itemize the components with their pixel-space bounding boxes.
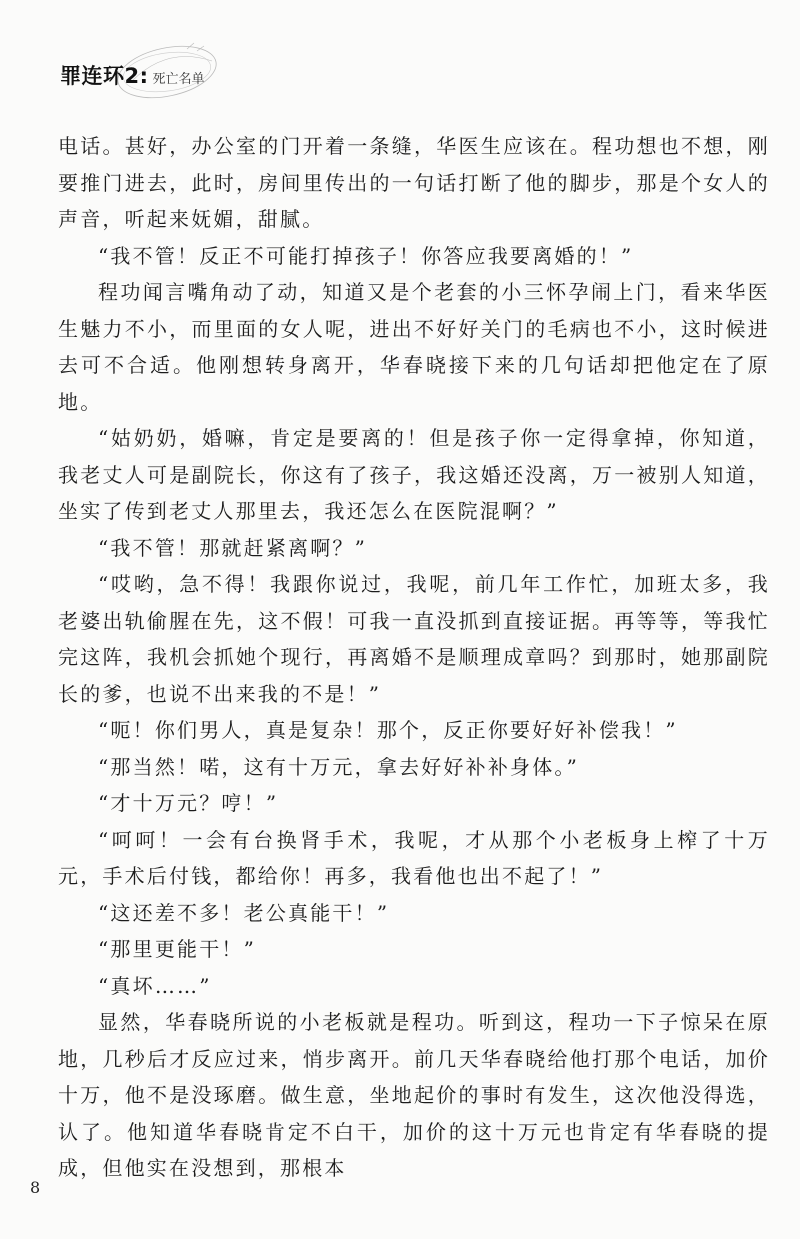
- paragraph: “呃！你们男人，真是复杂！那个，反正你要好好补偿我！”: [98, 718, 678, 742]
- paragraph: 显然，华春晓所说的小老板就是程功。听到这，程功一下子惊呆在原地，几秒后才反应过来，悄步离开。前几天华春晓给他打那个电话，加价十万，他不是没琢磨。做生意，坐地起价的事时有发生，这次他没得选，认了。他知道华春晓肯定不白干，加价的这十万元也肯定有华春晓的提成，但他实在没想到，那根本: [58, 1010, 770, 1180]
- page-number: 8: [30, 1178, 41, 1197]
- paragraph: “我不管！反正不可能打掉孩子！你答应我要离婚的！”: [98, 243, 634, 268]
- paragraph: “这还差不多！老公真能干！”: [98, 900, 390, 925]
- running-header: [60, 55, 205, 95]
- paragraph: “哎哟，急不得！我跟你说过，我呢，前几年工作忙，加班太多，我老婆出轨偷腥在先，这不假！可我一直没抓到直接证据。再等等，等我忙完这阵，我机会抓她个现行，再离婚不是顺理成章吗？到那时，她那副院长的爹，也说不出来我的不是！”: [58, 572, 770, 706]
- paragraph: 电话。甚好，办公室的门开着一条缝，华医生应该在。程功想也不想，刚要推门进去，此时，房间里传出的一句话打断了他的脚步，那是个女人的声音，听起来妩媚，甜腻。: [58, 134, 770, 231]
- paragraph: “才十万元？哼！”: [98, 791, 279, 815]
- paragraph: “真坏……”: [98, 973, 212, 998]
- paragraph: “姑奶奶，婚嘛，肯定是要离的！但是孩子你一定得拿掉，你知道，我老丈人可是副院长，你这有了孩子，我这婚还没离，万一被别人知道，坐实了传到老丈人那里去，我还怎么在医院混啊？”: [58, 426, 770, 523]
- body-text: [58, 128, 770, 1187]
- book-subtitle: 死亡名单: [152, 71, 205, 87]
- paragraph: “我不管！那就赶紧离啊？”: [98, 535, 368, 560]
- paragraph: “那里更能干！”: [98, 937, 257, 961]
- series-title: 罪连环2:: [60, 64, 149, 88]
- paragraph: “那当然！喏，这有十万元，拿去好好补补身体。”: [98, 754, 580, 779]
- paragraph: “呵呵！一会有台换肾手术，我呢，才从那个小老板身上榨了十万元，手术后付钱，都给你！再多，我看他也出不起了！”: [58, 827, 770, 888]
- paragraph: 程功闻言嘴角动了动，知道又是个老套的小三怀孕闹上门，看来华医生魅力不小，而里面的女人呢，进出不好好关门的毛病也不小，这时候进去可不合适。他刚想转身离开，华春晓接下来的几句话却把他定在了原地。: [58, 280, 770, 414]
